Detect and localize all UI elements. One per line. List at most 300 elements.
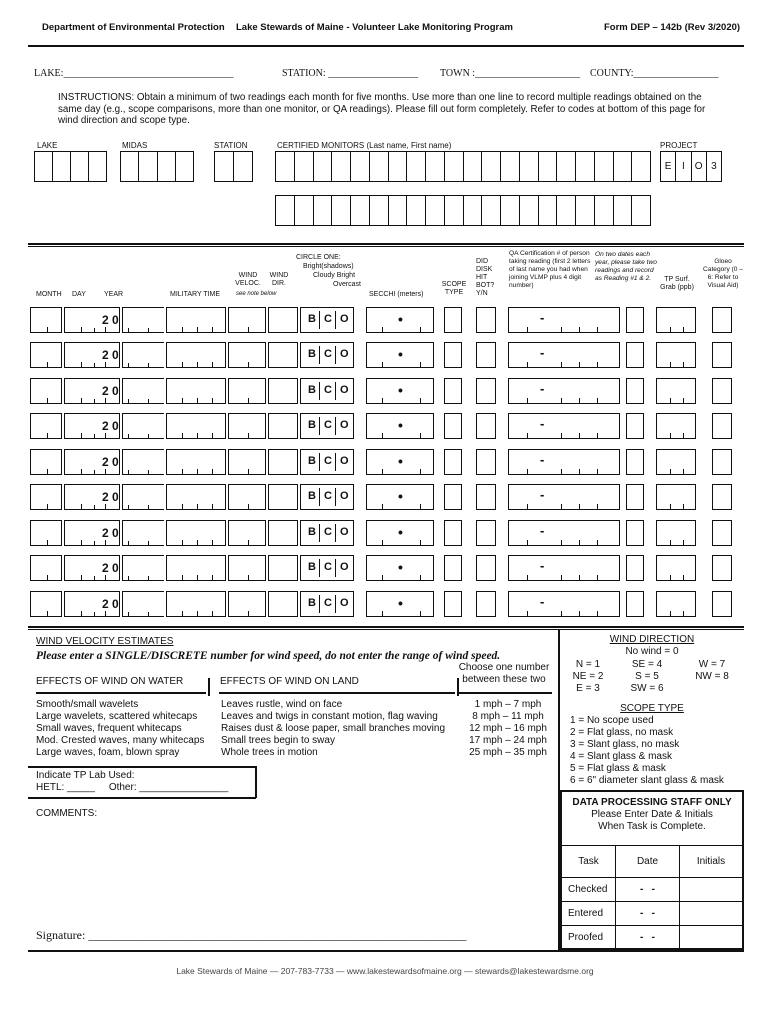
task-checked: Checked xyxy=(562,878,616,902)
tick-mark xyxy=(94,399,95,404)
month-cell[interactable] xyxy=(30,413,62,439)
town-field[interactable]: TOWN :_____________________ xyxy=(440,68,581,79)
tick-mark xyxy=(527,469,528,474)
tick-mark xyxy=(128,612,129,617)
gloeo-cell[interactable] xyxy=(712,591,732,617)
secchi-cell[interactable] xyxy=(366,484,434,510)
month-cell[interactable] xyxy=(30,591,62,617)
data-row xyxy=(30,555,742,581)
cloudy-option[interactable]: C xyxy=(324,384,332,396)
dept-name: Department of Environmental Protection xyxy=(42,22,225,33)
tick-mark xyxy=(683,611,684,616)
wind-direction-title: WIND DIRECTION xyxy=(609,634,695,645)
lake-field[interactable]: LAKE:__________________________________ xyxy=(34,68,234,79)
cloudy-option[interactable]: C xyxy=(324,455,332,467)
tick-mark xyxy=(683,362,684,367)
tick-mark xyxy=(197,611,198,616)
tick-mark xyxy=(148,612,149,617)
wind-veloc-cell[interactable] xyxy=(228,342,266,368)
tick-mark xyxy=(527,504,528,509)
tick-mark xyxy=(81,433,82,438)
water-effect: Smooth/small wavelets xyxy=(36,699,139,710)
month-cell[interactable] xyxy=(30,484,62,510)
tick-mark xyxy=(182,433,183,438)
year-prefix: 2 0 xyxy=(102,348,119,362)
cloudy-option[interactable]: C xyxy=(324,490,332,502)
tick-mark xyxy=(527,398,528,403)
time-cell[interactable] xyxy=(166,449,226,475)
wind-dir-code: SE = 4 xyxy=(631,659,663,670)
tick-mark xyxy=(212,327,213,332)
time-cell[interactable] xyxy=(166,307,226,333)
tick-mark xyxy=(47,433,48,438)
secchi-cell[interactable] xyxy=(366,413,434,439)
time-cell[interactable] xyxy=(166,520,226,546)
tick-mark xyxy=(597,362,598,367)
bright-option[interactable]: B xyxy=(308,490,316,502)
qa-cert-cell[interactable] xyxy=(508,484,620,510)
tp-surf-cell[interactable] xyxy=(656,520,696,546)
qa-dash: - xyxy=(540,310,545,325)
tick-mark xyxy=(212,575,213,580)
tp-surf-cell[interactable] xyxy=(656,378,696,404)
tp-surf-cell[interactable] xyxy=(656,342,696,368)
time-cell[interactable] xyxy=(166,484,226,510)
qa-cert-cell[interactable] xyxy=(508,555,620,581)
cloudy-option[interactable]: C xyxy=(324,526,332,538)
disk-hit-cell[interactable] xyxy=(476,413,496,439)
tick-mark xyxy=(197,327,198,332)
tick-mark xyxy=(670,398,671,403)
date-head: Date xyxy=(616,846,680,878)
bco-cell[interactable] xyxy=(300,307,354,333)
tp-lab-options[interactable]: HETL: _____ Other: ________________ xyxy=(36,782,229,793)
tick-mark xyxy=(579,504,580,509)
tick-mark xyxy=(81,504,82,509)
comments-label: COMMENTS: xyxy=(36,808,98,819)
tick-mark xyxy=(81,540,82,545)
midas-label: MIDAS xyxy=(122,141,148,150)
tick-mark xyxy=(197,469,198,474)
overcast-option[interactable]: O xyxy=(340,455,349,467)
secchi-cell[interactable] xyxy=(366,591,434,617)
scope-cell[interactable] xyxy=(444,413,462,439)
data-row xyxy=(30,342,742,368)
land-effect: Whole trees in motion xyxy=(221,747,318,758)
tick-mark xyxy=(197,575,198,580)
tick-mark xyxy=(420,469,421,474)
col-wind-veloc: WIND VELOC. xyxy=(235,272,261,287)
tick-mark xyxy=(105,433,106,438)
bco-divider xyxy=(319,595,320,613)
wind-veloc-cell[interactable] xyxy=(228,378,266,404)
bco-cell[interactable] xyxy=(300,555,354,581)
bright-option[interactable]: B xyxy=(308,419,316,431)
col-month: MONTH xyxy=(36,291,62,298)
two-dates-cell[interactable] xyxy=(626,342,644,368)
tick-mark xyxy=(148,576,149,581)
two-dates-cell[interactable] xyxy=(626,449,644,475)
disk-hit-cell[interactable] xyxy=(476,449,496,475)
task-proofed: Proofed xyxy=(562,926,616,950)
signature-line[interactable]: Signature: _______________________________________________________________ xyxy=(36,928,467,942)
overcast-option[interactable]: O xyxy=(340,597,349,609)
tick-mark xyxy=(579,575,580,580)
tick-mark xyxy=(94,541,95,546)
tick-mark xyxy=(527,540,528,545)
bco-cell[interactable] xyxy=(300,449,354,475)
wind-veloc-cell[interactable] xyxy=(228,307,266,333)
land-head-rule xyxy=(219,692,455,694)
tick-mark xyxy=(579,469,580,474)
project-code-boxes xyxy=(660,151,722,182)
disk-hit-cell[interactable] xyxy=(476,342,496,368)
tick-mark xyxy=(128,328,129,333)
two-dates-cell[interactable] xyxy=(626,378,644,404)
qa-cert-cell[interactable] xyxy=(508,378,620,404)
tick-mark xyxy=(420,611,421,616)
tick-mark xyxy=(128,505,129,510)
staff-only-sub1: Please Enter Date & Initials xyxy=(591,809,713,820)
bright-option[interactable]: B xyxy=(308,313,316,325)
bco-cell[interactable] xyxy=(300,520,354,546)
tick-mark xyxy=(561,611,562,616)
scope-cell[interactable] xyxy=(444,591,462,617)
qa-cert-cell[interactable] xyxy=(508,413,620,439)
secchi-cell[interactable] xyxy=(366,307,434,333)
date-proofed[interactable]: - - xyxy=(616,926,680,950)
scope-cell[interactable] xyxy=(444,378,462,404)
overcast-option[interactable]: O xyxy=(340,561,349,573)
tp-surf-cell[interactable] xyxy=(656,484,696,510)
time-cell[interactable] xyxy=(166,591,226,617)
land-effect: Raises dust & loose paper, small branches moving xyxy=(221,723,446,734)
disk-hit-cell[interactable] xyxy=(476,520,496,546)
qa-cert-cell[interactable] xyxy=(508,342,620,368)
disk-hit-cell[interactable] xyxy=(476,378,496,404)
initials-checked[interactable] xyxy=(680,878,743,902)
tick-mark xyxy=(683,398,684,403)
wind-veloc-cell[interactable] xyxy=(228,591,266,617)
tick-mark xyxy=(579,327,580,332)
secchi-cell[interactable] xyxy=(366,555,434,581)
scope-type-title: SCOPE TYPE xyxy=(620,703,684,714)
wind-dir-cell[interactable] xyxy=(268,520,298,546)
gloeo-cell[interactable] xyxy=(712,307,732,333)
wind-dir-code: E = 3 xyxy=(576,683,600,694)
date-checked[interactable]: - - xyxy=(616,878,680,902)
tick-mark xyxy=(105,540,106,545)
tick-mark xyxy=(683,575,684,580)
lake-id-label: LAKE xyxy=(37,141,58,150)
tick-mark xyxy=(420,398,421,403)
tick-mark xyxy=(527,362,528,367)
disk-hit-cell[interactable] xyxy=(476,307,496,333)
tick-mark xyxy=(683,433,684,438)
wind-dir-cell[interactable] xyxy=(268,591,298,617)
two-dates-cell[interactable] xyxy=(626,307,644,333)
tick-mark xyxy=(94,328,95,333)
qa-cert-cell[interactable] xyxy=(508,591,620,617)
cloudy-option[interactable]: C xyxy=(324,419,332,431)
tick-mark xyxy=(148,363,149,368)
bco-cell[interactable] xyxy=(300,413,354,439)
wind-dir-code: NE = 2 xyxy=(572,671,604,682)
tick-mark xyxy=(212,611,213,616)
tick-mark xyxy=(94,470,95,475)
scope-cell[interactable] xyxy=(444,449,462,475)
tick-mark xyxy=(47,469,48,474)
tick-mark xyxy=(148,434,149,439)
section-rule-2 xyxy=(28,246,744,247)
month-cell[interactable] xyxy=(30,520,62,546)
tick-mark xyxy=(212,469,213,474)
col-disk-hit: DID DISK HIT BOT? Y/N xyxy=(476,258,495,297)
month-cell[interactable] xyxy=(30,449,62,475)
wind-dir-cell[interactable] xyxy=(268,413,298,439)
bco-divider xyxy=(335,595,336,613)
tick-mark xyxy=(81,398,82,403)
gloeo-cell[interactable] xyxy=(712,378,732,404)
wind-dir-cell[interactable] xyxy=(268,555,298,581)
monitors-label: CERTIFIED MONITORS (Last name, First name) xyxy=(277,141,452,150)
lab-bottom-rule xyxy=(28,797,256,799)
tick-mark xyxy=(670,327,671,332)
data-row xyxy=(30,520,742,546)
rows-end-rule xyxy=(28,626,744,628)
bco-divider xyxy=(319,311,320,329)
wind-dir-cell[interactable] xyxy=(268,484,298,510)
time-cell[interactable] xyxy=(166,378,226,404)
scope-cell[interactable] xyxy=(444,307,462,333)
comments-area[interactable] xyxy=(36,820,550,920)
gloeo-cell[interactable] xyxy=(712,555,732,581)
tick-mark xyxy=(94,612,95,617)
tick-mark xyxy=(212,540,213,545)
tick-mark xyxy=(527,433,528,438)
wind-veloc-cell[interactable] xyxy=(228,413,266,439)
tick-mark xyxy=(94,434,95,439)
decimal-point: • xyxy=(398,311,403,327)
scope-cell[interactable] xyxy=(444,342,462,368)
disk-hit-cell[interactable] xyxy=(476,484,496,510)
scope-type-item: 6 = 6" diameter slant glass & mask xyxy=(570,775,724,786)
qa-cert-cell[interactable] xyxy=(508,520,620,546)
tp-surf-cell[interactable] xyxy=(656,307,696,333)
tick-mark xyxy=(382,504,383,509)
decimal-point: • xyxy=(398,559,403,575)
tick-mark xyxy=(94,363,95,368)
station-boxes[interactable] xyxy=(214,151,253,182)
wind-dir-cell[interactable] xyxy=(268,307,298,333)
gloeo-cell[interactable] xyxy=(712,449,732,475)
bright-option[interactable]: B xyxy=(308,597,316,609)
month-cell[interactable] xyxy=(30,307,62,333)
two-dates-cell[interactable] xyxy=(626,520,644,546)
tick-mark xyxy=(670,362,671,367)
tick-mark xyxy=(248,327,249,332)
bright-option[interactable]: B xyxy=(308,561,316,573)
monitor-boxes-1[interactable] xyxy=(275,151,651,182)
tick-mark xyxy=(248,611,249,616)
wind-dir-cell[interactable] xyxy=(268,449,298,475)
two-dates-cell[interactable] xyxy=(626,591,644,617)
wind-dir-col-3 xyxy=(690,659,734,683)
cloudy-option[interactable]: C xyxy=(324,597,332,609)
task-entered: Entered xyxy=(562,902,616,926)
tick-mark xyxy=(597,469,598,474)
tick-mark xyxy=(182,540,183,545)
tp-surf-cell[interactable] xyxy=(656,555,696,581)
cloudy-option[interactable]: C xyxy=(324,313,332,325)
data-row xyxy=(30,484,742,510)
time-cell[interactable] xyxy=(166,413,226,439)
bco-divider xyxy=(335,417,336,435)
station-field[interactable]: STATION: __________________ xyxy=(282,68,419,79)
tick-mark xyxy=(670,504,671,509)
bco-cell[interactable] xyxy=(300,378,354,404)
qa-dash: - xyxy=(540,381,545,396)
qa-dash: - xyxy=(540,345,545,360)
data-row xyxy=(30,378,742,404)
bco-divider xyxy=(319,453,320,471)
month-cell[interactable] xyxy=(30,555,62,581)
qa-cert-cell[interactable] xyxy=(508,307,620,333)
overcast-option[interactable]: O xyxy=(340,384,349,396)
tp-surf-cell[interactable] xyxy=(656,413,696,439)
lake-code-boxes[interactable] xyxy=(34,151,107,182)
decimal-point: • xyxy=(398,524,403,540)
tp-surf-cell[interactable] xyxy=(656,591,696,617)
header-rule xyxy=(28,45,744,47)
gloeo-cell[interactable] xyxy=(712,413,732,439)
wind-veloc-cell[interactable] xyxy=(228,520,266,546)
overcast-option[interactable]: O xyxy=(340,313,349,325)
tick-mark xyxy=(683,540,684,545)
tick-mark xyxy=(683,327,684,332)
tick-mark xyxy=(579,398,580,403)
bco-divider xyxy=(319,346,320,364)
county-field[interactable]: COUNTY:_________________ xyxy=(590,68,719,79)
wind-veloc-cell[interactable] xyxy=(228,555,266,581)
data-row xyxy=(30,307,742,333)
initials-entered[interactable] xyxy=(680,902,743,926)
cloudy-option[interactable]: C xyxy=(324,348,332,360)
col-day: DAY xyxy=(72,291,86,298)
overcast-option[interactable]: O xyxy=(340,419,349,431)
bco-cell[interactable] xyxy=(300,484,354,510)
range-list xyxy=(462,699,554,759)
wind-dir-cell[interactable] xyxy=(268,342,298,368)
range-head-rule xyxy=(458,692,552,694)
data-row xyxy=(30,413,742,439)
overcast-option[interactable]: O xyxy=(340,348,349,360)
date-entered[interactable]: - - xyxy=(616,902,680,926)
two-dates-cell[interactable] xyxy=(626,484,644,510)
disk-hit-cell[interactable] xyxy=(476,591,496,617)
qa-dash: - xyxy=(540,594,545,609)
month-cell[interactable] xyxy=(30,378,62,404)
secchi-cell[interactable] xyxy=(366,342,434,368)
tick-mark xyxy=(382,327,383,332)
col-tp-surf: TP Surf. Grab (ppb) xyxy=(660,276,694,291)
year-prefix: 2 0 xyxy=(102,490,119,504)
tick-mark xyxy=(420,540,421,545)
scope-cell[interactable] xyxy=(444,555,462,581)
tick-mark xyxy=(128,576,129,581)
bottom-rule xyxy=(28,950,744,952)
tick-mark xyxy=(148,399,149,404)
tick-mark xyxy=(561,575,562,580)
scope-cell[interactable] xyxy=(444,484,462,510)
tick-mark xyxy=(81,611,82,616)
tick-mark xyxy=(182,398,183,403)
time-cell[interactable] xyxy=(166,342,226,368)
qa-cert-cell[interactable] xyxy=(508,449,620,475)
tick-mark xyxy=(148,505,149,510)
wind-velocity-title: WIND VELOCITY ESTIMATES xyxy=(36,636,174,647)
secchi-cell[interactable] xyxy=(366,520,434,546)
disk-hit-cell[interactable] xyxy=(476,555,496,581)
bright-option[interactable]: B xyxy=(308,384,316,396)
time-cell[interactable] xyxy=(166,555,226,581)
wind-veloc-cell[interactable] xyxy=(228,484,266,510)
bco-cell[interactable] xyxy=(300,591,354,617)
initials-proofed[interactable] xyxy=(680,926,743,950)
tick-mark xyxy=(148,470,149,475)
col-gloeo: Gloeo Category (0 – 6: Refer to Visual Aid) xyxy=(703,258,743,289)
bco-cell[interactable] xyxy=(300,342,354,368)
col-scope-type: SCOPE TYPE xyxy=(441,281,467,296)
gloeo-cell[interactable] xyxy=(712,342,732,368)
scope-cell[interactable] xyxy=(444,520,462,546)
midas-boxes[interactable] xyxy=(120,151,194,182)
two-dates-cell[interactable] xyxy=(626,555,644,581)
tick-mark xyxy=(182,575,183,580)
tick-mark xyxy=(248,575,249,580)
qa-dash: - xyxy=(540,558,545,573)
tick-mark xyxy=(597,398,598,403)
wind-range: 17 mph – 24 mph xyxy=(469,735,547,746)
tp-surf-cell[interactable] xyxy=(656,449,696,475)
bright-option[interactable]: B xyxy=(308,526,316,538)
scope-type-item: 5 = Flat glass & mask xyxy=(570,763,666,774)
tick-mark xyxy=(197,540,198,545)
tick-mark xyxy=(670,469,671,474)
month-cell[interactable] xyxy=(30,342,62,368)
bright-option[interactable]: B xyxy=(308,348,316,360)
secchi-cell[interactable] xyxy=(366,449,434,475)
secchi-cell[interactable] xyxy=(366,378,434,404)
tick-mark xyxy=(561,398,562,403)
project-label: PROJECT xyxy=(660,141,698,150)
monitor-boxes-2[interactable] xyxy=(275,195,651,226)
gloeo-cell[interactable] xyxy=(712,484,732,510)
col-qa-cert: QA Certification # of person taking reading (first 2 letters of last name you had when joining VLMP plus 4 digit number) xyxy=(509,250,591,289)
tick-mark xyxy=(182,611,183,616)
wind-dir-cell[interactable] xyxy=(268,378,298,404)
overcast-option[interactable]: O xyxy=(340,526,349,538)
water-effect: Mod. Crested waves, many whitecaps xyxy=(36,735,205,746)
two-dates-cell[interactable] xyxy=(626,413,644,439)
gloeo-cell[interactable] xyxy=(712,520,732,546)
cloudy-option[interactable]: C xyxy=(324,561,332,573)
overcast-option[interactable]: O xyxy=(340,490,349,502)
year-prefix: 2 0 xyxy=(102,597,119,611)
scope-type-item: 4 = Slant glass & mask xyxy=(570,751,672,762)
bright-option[interactable]: B xyxy=(308,455,316,467)
wind-veloc-cell[interactable] xyxy=(228,449,266,475)
